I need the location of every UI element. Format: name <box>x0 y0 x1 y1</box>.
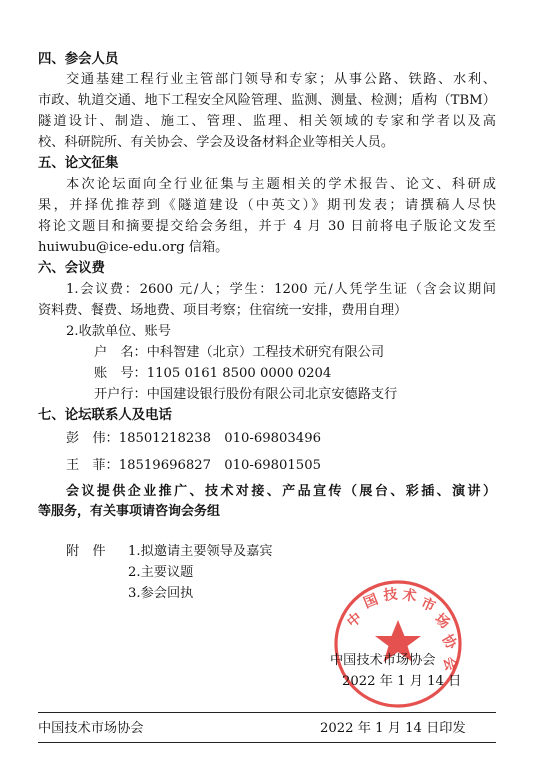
paragraph-line: 1.会议费：2600 元/人；学生：1200 元/人凭学生证（含会议期间 <box>66 282 496 297</box>
svg-text:中: 中 <box>344 609 366 632</box>
signature-org: 中国技术市场协会 <box>330 653 436 668</box>
attachment-item: 1.拟邀请主要领导及嘉宾 <box>128 544 273 559</box>
section-heading-papers: 五、论文征集 <box>38 156 119 171</box>
email-line: huiwubu@ice-edu.org 信箱。 <box>38 240 229 255</box>
paragraph-line: 将论文题目和摘要提交给会务组，并于 4 月 30 日前将电子版论文发至 <box>38 219 496 234</box>
svg-text:国: 国 <box>361 591 381 612</box>
svg-text:协: 协 <box>438 632 460 653</box>
attachments-label: 附 件 <box>66 544 106 559</box>
svg-text:场: 场 <box>431 610 453 633</box>
contact-line: 彭 伟：18501218238 010-69803496 <box>66 431 321 446</box>
svg-text:术: 术 <box>401 587 418 605</box>
account-name: 户 名：中科智建（北京）工程技术研究有限公司 <box>94 345 385 360</box>
svg-text:市: 市 <box>418 595 438 616</box>
notice-line: 会议提供企业推广、技术对接、产品宣传（展台、彩插、演讲） <box>66 484 496 499</box>
section-heading-attendees: 四、参会人员 <box>38 52 119 67</box>
footer-org: 中国技术市场协会 <box>38 721 144 736</box>
attachment-item: 2.主要议题 <box>128 565 194 580</box>
paragraph-line: 市政、轨道交通、地下工程安全风险管理、监测、测量、检测；盾构（TBM） <box>38 93 496 108</box>
contact-line: 王 菲：18519696827 010-69801505 <box>66 458 321 473</box>
notice-line: 等服务，有关事项请咨询会务组 <box>38 504 221 519</box>
section-heading-fees: 六、会议费 <box>38 261 105 276</box>
svg-text:技: 技 <box>382 586 399 604</box>
section-heading-contacts: 七、论坛联系人及电话 <box>38 408 172 423</box>
signature-date: 2022 年 1 月 14 日 <box>342 674 462 689</box>
footer-bottom-rule <box>38 742 496 743</box>
paragraph-line: 果，并择优推荐到《隧道建设（中英文）》期刊发表；请撰稿人尽快 <box>38 198 496 213</box>
footer-print-date: 2022 年 1 月 14 日印发 <box>320 721 466 736</box>
svg-text:会: 会 <box>440 655 459 673</box>
paragraph-line: 交通基建工程行业主管部门领导和专家；从事公路、铁路、水利、 <box>66 72 496 87</box>
footer-top-rule <box>38 712 496 713</box>
account-number: 账 号：1105 0161 8500 0000 0204 <box>94 366 332 381</box>
paragraph-line: 校、科研院所、有关协会、学会及设备材料企业等相关人员。 <box>38 135 395 150</box>
paragraph-line: 资料费、餐费、场地费、项目考察；住宿统一安排，费用自理） <box>38 303 408 318</box>
paragraph-line: 2.收款单位、账号 <box>66 324 171 339</box>
paragraph-line: 隧道设计、制造、施工、管理、监理、相关领域的专家和学者以及高 <box>38 114 496 129</box>
account-bank: 开户行：中国建设银行股份有限公司北京安德路支行 <box>94 387 398 402</box>
paragraph-line: 本次论坛面向全行业征集与主题相关的学术报告、论文、科研成 <box>66 177 496 192</box>
attachment-item: 3.参会回执 <box>128 586 194 601</box>
